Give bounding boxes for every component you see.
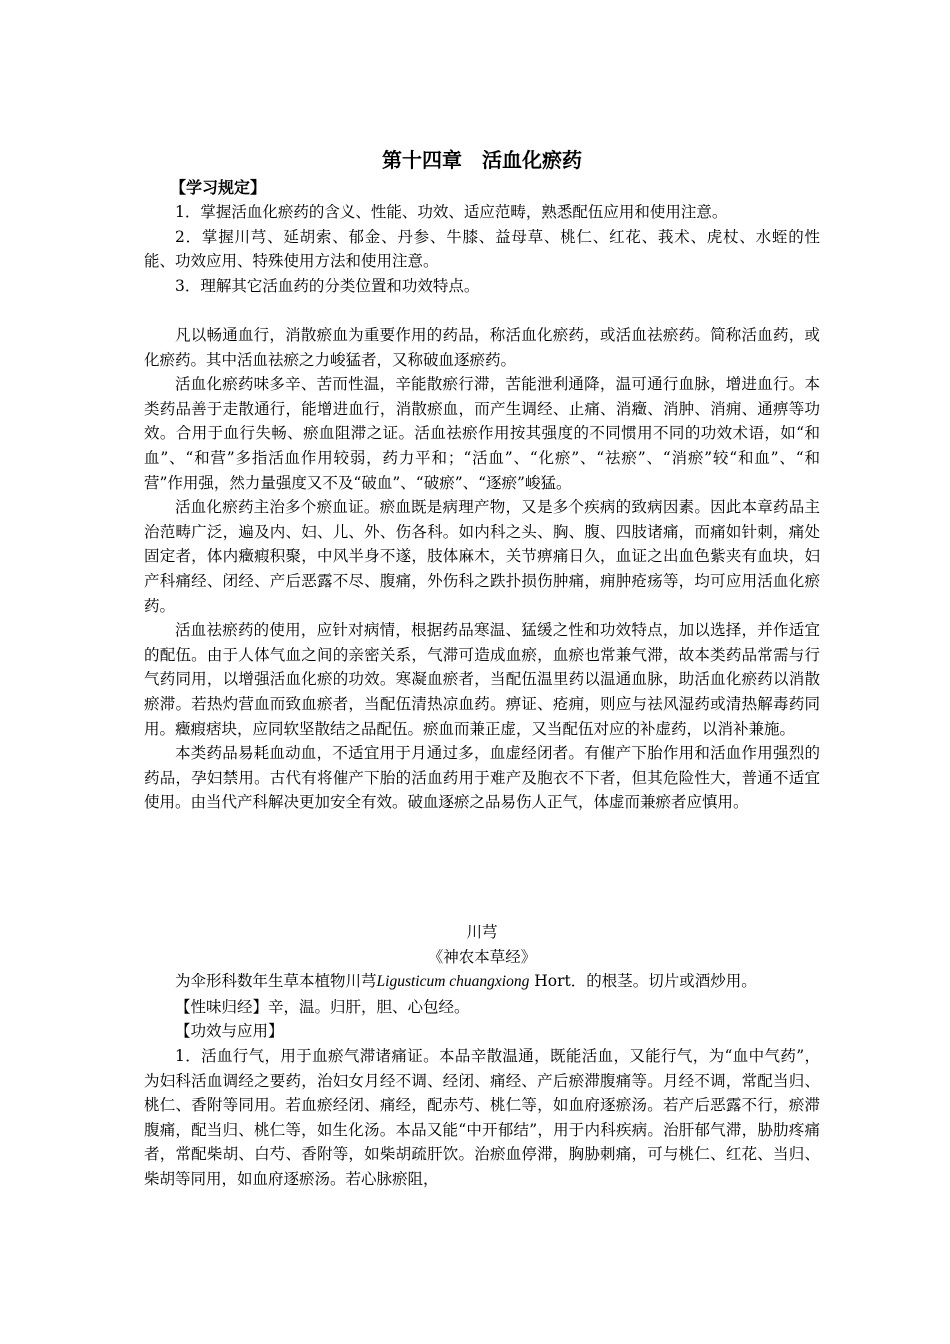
function-text: 1．活血行气，用于血瘀气滞诸痛证。本品辛散温通，既能活血，又能行气，为“血中气药”，为妇科活血调经之要药，治妇女月经不调、经闭、痛经、产后瘀滞腹痛等。月经不调，常配当归、桃仁、香附等同用。若血瘀经闭、痛经，配赤芍、桃仁等，如血府逐瘀汤。若产后恶露不行，瘀滞腹痛，配当归、桃仁等，如生化汤。本品又能“中开郁结”，用于内科疾病。治肝郁气滞，胁肋疼痛者，常配柴胡、白芍、香附等，如柴胡疏肝饮。治瘀血停滞，胸胁刺痛，可与桃仁、红花、当归、柴胡等同用，如血府逐瘀汤。若心脉瘀阻， bbox=[144, 1046, 820, 1188]
requirement-item: 3．理解其它活血药的分类位置和功效特点。 bbox=[175, 276, 480, 295]
herb-properties: 【性味归经】辛，温。归肝，胆、心包经。 bbox=[175, 997, 470, 1016]
requirement-item: 1．掌握活血化瘀药的含义、性能、功效、适应范畴，熟悉配伍应用和使用注意。 bbox=[175, 203, 728, 221]
requirement-item: 2．掌握川芎、延胡索、郁金、丹参、牛膝、益母草、桃仁、红花、莪术、虎杖、水蛭的性能、功效应用、特殊使用方法和使用注意。 bbox=[144, 227, 820, 271]
intro-paragraph: 活血化瘀药味多辛、苦而性温，辛能散瘀行滞，苦能泄利通降，温可通行血脉，增进血行。本类药品善于走散通行，能增进血行，消散瘀血，而产生调经、止痛、消癥、消肿、消痈、通痹等功效。合用于血行失畅、瘀血阻滞之证。活血祛瘀作用按其强度的不同惯用不同的功效术语，如“和血”、“和营”多指活血作用较弱，药力平和；“活血”、“化瘀”、“祛瘀”、“消瘀”较“和血”、“和营”作用强，然力量强度又不及“破血”、“破瘀”、“逐瘀”峻猛。 bbox=[144, 375, 820, 492]
intro-paragraph: 本类药品易耗血动血，不适宜用于月通过多，血虚经闭者。有催产下胎作用和活血作用强烈的药品，孕妇禁用。古代有将催产下胎的活血药用于难产及胞衣不下者，但其危险性大，普通不适宜使用。由当代产科解决更加安全有效。破血逐瘀之品易伤人正气，体虚而兼瘀者应慎用。 bbox=[144, 744, 820, 812]
herb-source: 《神农本草经》 bbox=[427, 947, 537, 966]
herb-latin-name: Ligusticum chuangxiong bbox=[376, 973, 530, 991]
chapter-introduction bbox=[144, 323, 820, 815]
learning-requirements-heading: 【学习规定】 bbox=[170, 178, 267, 197]
herb-entry bbox=[144, 920, 820, 1192]
function-heading: 【功效与应用】 bbox=[175, 1022, 284, 1041]
learning-requirements-list bbox=[144, 200, 820, 298]
herb-description bbox=[144, 969, 820, 995]
intro-paragraph: 凡以畅通血行，消散瘀血为重要作用的药品，称活血化瘀药，或活血祛瘀药。简称活血药，或化瘀药。其中活血祛瘀之力峻猛者，又称破血逐瘀药。 bbox=[144, 326, 820, 369]
chapter-title: 第十四章 活血化瘀药 bbox=[382, 148, 582, 172]
herb-description-before: 为伞形科数年生草本植物川芎 bbox=[175, 972, 377, 991]
intro-paragraph: 活血祛瘀药的使用，应针对病情，根据药品寒温、猛缓之性和功效特点，加以选择，并作适宜的配伍。由于人体气血之间的亲密关系，气滞可造成血瘀，血瘀也常兼气滞，故本类药品常需与行气药同用，以增强活血化瘀的功效。寒凝血瘀者，当配伍温里药以温通血脉，助活血化瘀药以消散瘀滞。若热灼营血而致血瘀者，当配伍清热凉血药。痹证、疮痈，则应与祛风湿药或清热解毒药同用。癥瘕痞块，应同软坚散结之品配伍。瘀血而兼正虚，又当配伍对应的补虚药，以消补兼施。 bbox=[144, 621, 820, 738]
herb-name: 川芎 bbox=[466, 923, 498, 941]
herb-description-after: Hort．的根茎。切片或酒炒用。 bbox=[529, 972, 757, 991]
intro-paragraph: 活血化瘀药主治多个瘀血证。瘀血既是病理产物，又是多个疾病的致病因素。因此本章药品主治范畴广泛，遍及内、妇、儿、外、伤各科。如内科之头、胸、腹、四肢诸痛，而痛如针刺，痛处固定者，体内癥瘕积聚，中风半身不遂，肢体麻木，关节痹痛日久，血证之出血色紫夹有血块，妇产科痛经、闭经、产后恶露不尽、腹痛，外伤科之跌扑损伤肿痛，痈肿疮疡等，均可应用活血化瘀药。 bbox=[144, 498, 820, 615]
